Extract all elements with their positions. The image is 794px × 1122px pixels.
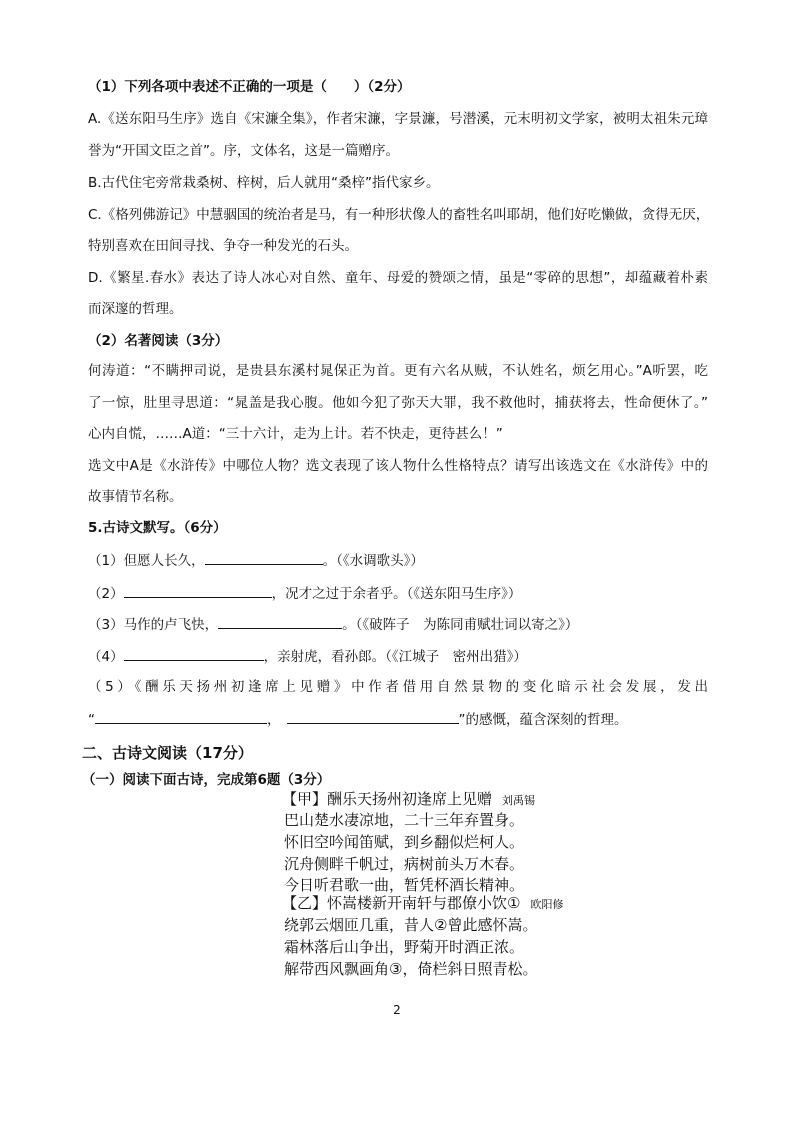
option-a-line2: 誉为“开国文臣之首”。序，文体名，这是一篇赠序。 [88,143,399,159]
q5-title: 5.古诗文默写。（6分） [88,520,227,536]
section-2-sub1: （一）阅读下面古诗，完成第6题（3分） [82,772,331,788]
page-number: 2 [393,1003,401,1017]
poem-b-title: 【乙】怀嵩楼新开南轩与郡僚小饮① 欧阳修 [282,894,564,912]
question-line2: 故事情节名称。 [88,489,183,505]
passage-line2: 了一惊，肚里寻思道：“晁盖是我心腹。他如今犯了弥天大罪，我不救他时，捕获将去，性命便休了。” [88,395,708,411]
poem-b-line: 绕郭云烟匝几重，昔人②曾此感怀嵩。 [284,916,538,934]
section-2-title: 二、古诗文阅读（17分） [82,744,253,762]
q5-item2: （2） ，况才之过于余者乎。（《送东阳马生序》） [88,583,708,604]
q5-item1: （1）但愿人长久， 。（《水调歌头》） [88,550,708,571]
answer-blank[interactable] [205,550,323,565]
answer-blank[interactable] [218,614,342,629]
poem-b-author: 欧阳修 [530,898,564,911]
poem-a-line: 今日听君歌一曲，暂凭杯酒长精神。 [284,876,525,894]
q5-item5-line1: （5）《酬乐天扬州初逢席上见赠》中作者借用自然景物的变化暗示社会发展，发出 [88,679,708,695]
q4-sub2-title: （2）名著阅读（3分） [88,333,229,349]
q5-item5-line2: “ ， ”的感慨，蕴含深刻的哲理。 [88,709,708,730]
poem-a-line: 怀旧空吟闻笛赋，到乡翻似烂柯人。 [284,833,525,851]
answer-blank[interactable] [124,646,264,661]
option-c-line2: 特别喜欢在田间寻找、争夺一种发光的石头。 [88,238,358,254]
q5-item4: （4） ，亲射虎，看孙郎。（《江城子 密州出猎》） [88,646,708,667]
poem-b-line: 解带西风飘画角③，倚栏斜日照青松。 [284,960,538,978]
poem-a-line: 巴山楚水凄凉地，二十三年弃置身。 [284,811,525,829]
option-b: B.古代住宅旁常栽桑树、梓树，后人就用“桑梓”指代家乡。 [88,175,440,191]
poem-a-author: 刘禹锡 [502,794,536,807]
option-d-line1: D.《繁星.春水》表达了诗人冰心对自然、童年、母爱的赞颂之情，虽是“零碎的思想”，却蕴藏着朴素 [88,270,708,286]
answer-blank[interactable] [124,583,272,598]
answer-blank[interactable] [287,709,459,724]
option-d-line2: 而深邃的哲理。 [88,301,183,317]
poem-b-line: 霜林落后山争出，野菊开时酒正浓。 [284,938,525,956]
poem-a-line: 沉舟侧畔千帆过，病树前头万木春。 [284,855,525,873]
option-a-line1: A.《送东阳马生序》选自《宋濂全集》，作者宋濂，字景濂，号潜溪，元末明初文学家，被明太祖朱元璋 [88,111,708,127]
option-c-line1: C.《格列佛游记》中慧骃国的统治者是马，有一种形状像人的畜牲名叫耶胡，他们好吃懒做，贪得无厌， [88,207,710,223]
passage-line3: 心内自慌，……A道：“三十六计，走为上计。若不快走，更待甚么！” [88,426,503,442]
q5-item3: （3）马作的卢飞快， 。（《破阵子 为陈同甫赋壮词以寄之》） [88,614,708,635]
passage-line1: 何涛道：“不瞒押司说，是贵县东溪村晁保正为首。更有六名从贼，不认姓名，烦乞用心。”A听罢，吃 [88,363,708,379]
q4-sub1-title: （1）下列各项中表述不正确的一项是（ ）（2分） [88,79,411,95]
poem-a-title: 【甲】酬乐天扬州初逢席上见赠 刘禹锡 [282,790,536,808]
answer-blank[interactable] [95,709,267,724]
question-line1: 选文中A是《水浒传》中哪位人物？选文表现了该人物什么性格特点？请写出该选文在《水浒传》中的 [88,458,708,474]
